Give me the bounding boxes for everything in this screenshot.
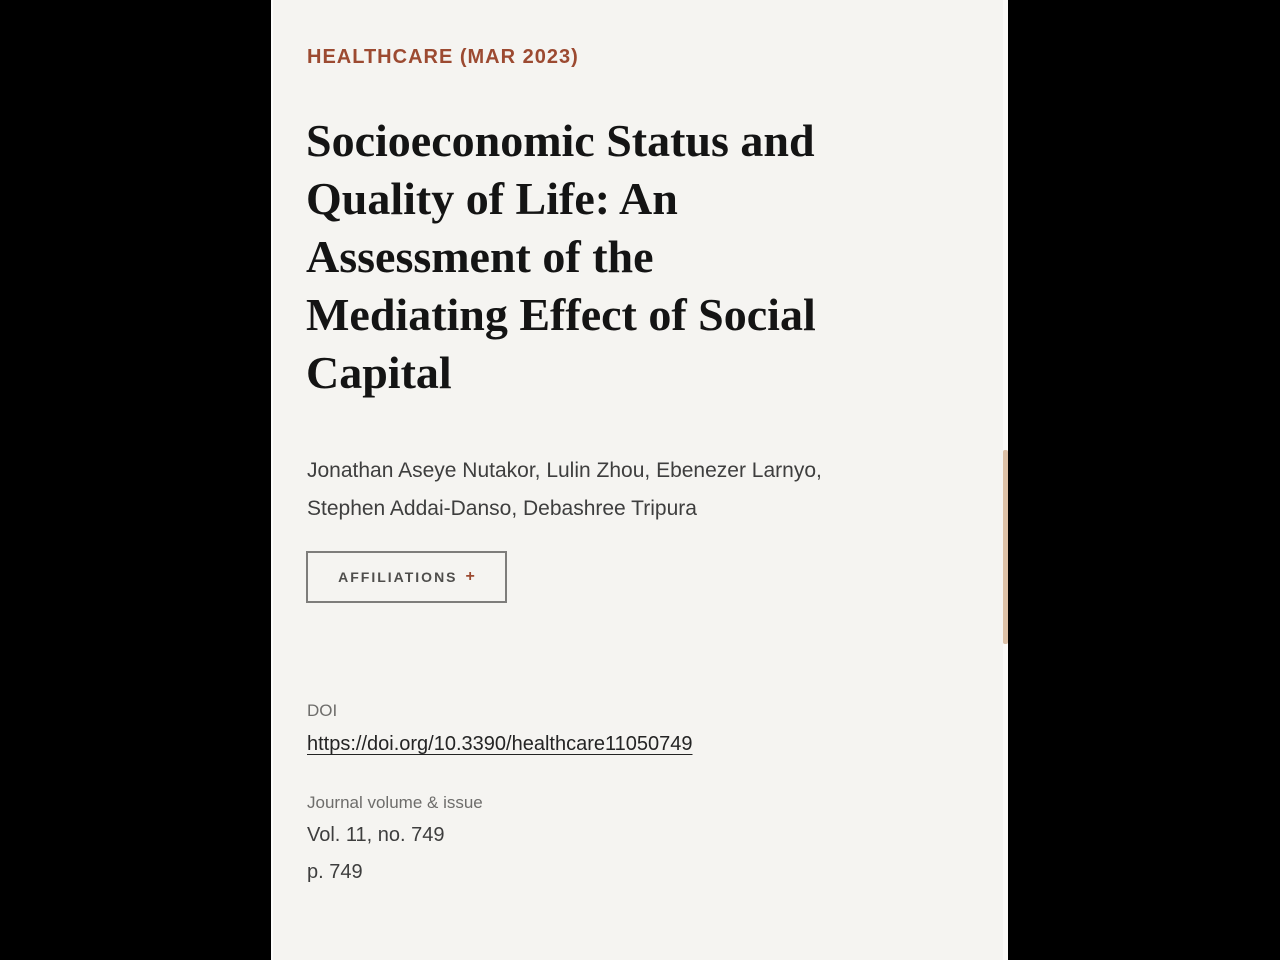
article-title [306,112,816,402]
article-title-line: Capital [306,347,452,398]
article-panel [271,0,1003,960]
journal-issue-label: HEALTHCARE (MAR 2023) [307,46,579,68]
scrollbar-thumb[interactable] [1003,450,1008,644]
author-list-line: Stephen Addai-Danso, Debashree Tripura [307,497,697,520]
volume-issue-value: Vol. 11, no. 749 [307,824,445,846]
journal-volume-label: Journal volume & issue [307,793,483,812]
article-title-line: Socioeconomic Status and [306,115,815,166]
article-title-line: Quality of Life: An [306,173,678,224]
affiliations-expand-button[interactable] [306,551,507,603]
page-number-value: p. 749 [307,861,363,883]
author-list [307,452,822,528]
author-list-line: Jonathan Aseye Nutakor, Lulin Zhou, Ebenezer Larnyo, [307,459,822,482]
affiliations-button-label: AFFILIATIONS [338,569,458,585]
article-title-line: Assessment of the [306,231,654,282]
article-title-line: Mediating Effect of Social [306,289,816,340]
doi-label: DOI [307,701,338,720]
plus-icon: + [465,568,475,585]
doi-link[interactable]: https://doi.org/10.3390/healthcare11050749 [307,733,693,755]
